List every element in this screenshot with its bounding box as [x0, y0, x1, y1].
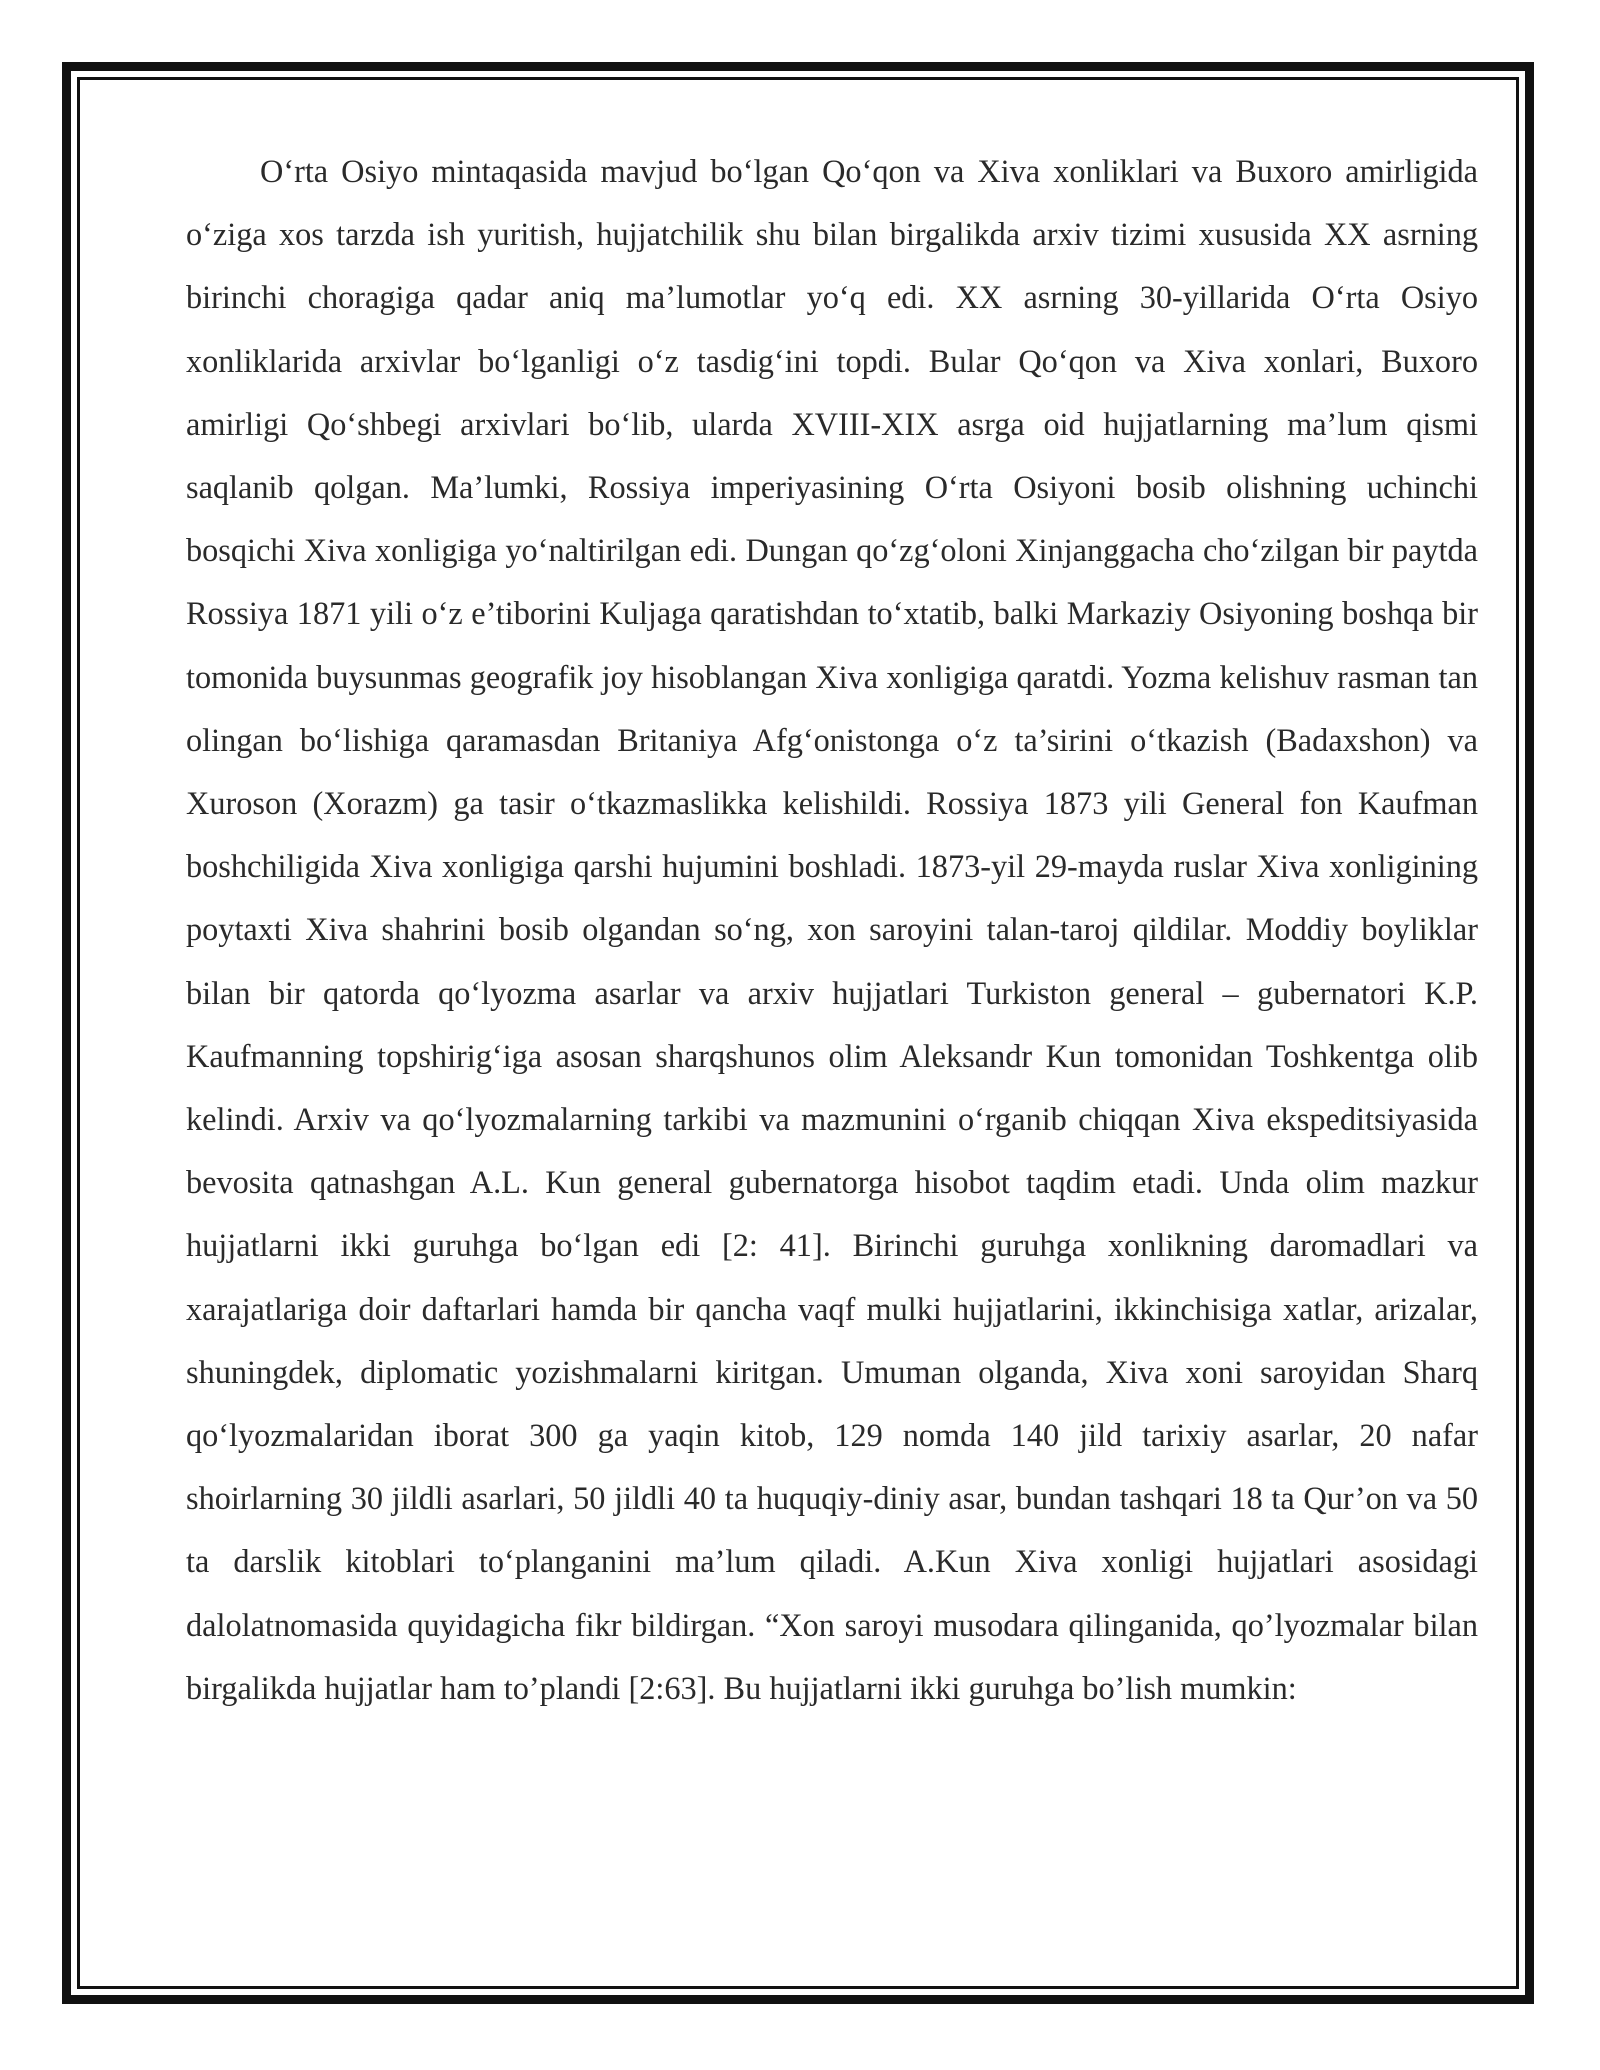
body-paragraph: O‘rta Osiyo mintaqasida mavjud bo‘lgan Qo‘qon va Xiva xonliklari va Buxoro amirligida o‘ziga xos tarzda ish yuritish, hujjatchilik shu bilan birgalikda arxiv tizimi xususida XX asrning birinchi choragiga qadar aniq ma’lumotlar yo‘q edi. XX asrning 30-yillarida O‘rta Osiyo xonliklarida arxivlar bo‘lganligi o‘z tasdig‘ini topdi. Bular Qo‘qon va Xiva xonlari, Buxoro amirligi Qo‘shbegi arxivlari bo‘lib, ularda XVIII-XIX asrga oid hujjatlarning ma’lum qismi saqlanib qolgan. Ma’lumki, Rossiya imperiyasining O‘rta Osiyoni bosib olishning uchinchi bosqichi Xiva xonligiga yo‘naltirilgan edi. Dungan qo‘zg‘oloni Xinjanggacha cho‘zilgan bir paytda Rossiya 1871 yili o‘z e’tiborini Kuljaga qaratishdan to‘xtatib, balki Markaziy Osiyoning boshqa bir tomonida buysunmas geografik joy hisoblangan Xiva xonligiga qaratdi. Yozma kelishuv rasman tan olingan bo‘lishiga qaramasdan Britaniya Afg‘onistonga o‘z ta’sirini o‘tkazish (Badaxshon) va Xuroson (Xorazm) ga tasir o‘tkazmaslikka kelishildi. Rossiya 1873 yili General fon Kaufman boshchiligida Xiva xonligiga qarshi hujumini boshladi. 1873-yil 29-mayda ruslar Xiva xonligining poytaxti Xiva shahrini bosib olgandan so‘ng, xon saroyini talan-taroj qildilar. Moddiy boyliklar bilan bir qatorda qo‘lyozma asarlar va arxiv hujjatlari Turkiston general – gubernatori K.P. Kaufmanning topshirig‘iga asosan sharqshunos olim Aleksandr Kun tomonidan Toshkentga olib kelindi. Arxiv va qo‘lyozmalarning tarkibi va mazmunini o‘rganib chiqqan Xiva ekspeditsiyasida bevosita qatnashgan A.L. Kun general gubernatorga hisobot taqdim etadi. Unda olim mazkur hujjatlarni ikki guruhga bo‘lgan edi [2: 41]. Birinchi guruhga xonlikning daromadlari va xarajatlariga doir daftarlari hamda bir qancha vaqf mulki hujjatlarini, ikkinchisiga xatlar, arizalar, shuningdek, diplomatic yozishmalarni kiritgan. Umuman olganda, Xiva xoni saroyidan Sharq qo‘lyozmalaridan iborat 300 ga yaqin kitob, 129 nomda 140 jild tarixiy asarlar, 20 nafar shoirlarning 30 jildli asarlari, 50 jildli 40 ta huquqiy-diniy asar, bundan tashqari 18 ta Qur’on va 50 ta darslik kitoblari to‘planganini ma’lum qiladi. A.Kun Xiva xonligi hujjatlari asosidagi dalolatnomasida quyidagicha fikr bildirgan. “Xon saroyi musodara qilinganida, qo’lyozmalar bilan birgalikda hujjatlar ham to’plandi [2:63]. Bu hujjatlarni ikki guruhga bo’lish mumkin:: [186, 153, 1478, 1706]
